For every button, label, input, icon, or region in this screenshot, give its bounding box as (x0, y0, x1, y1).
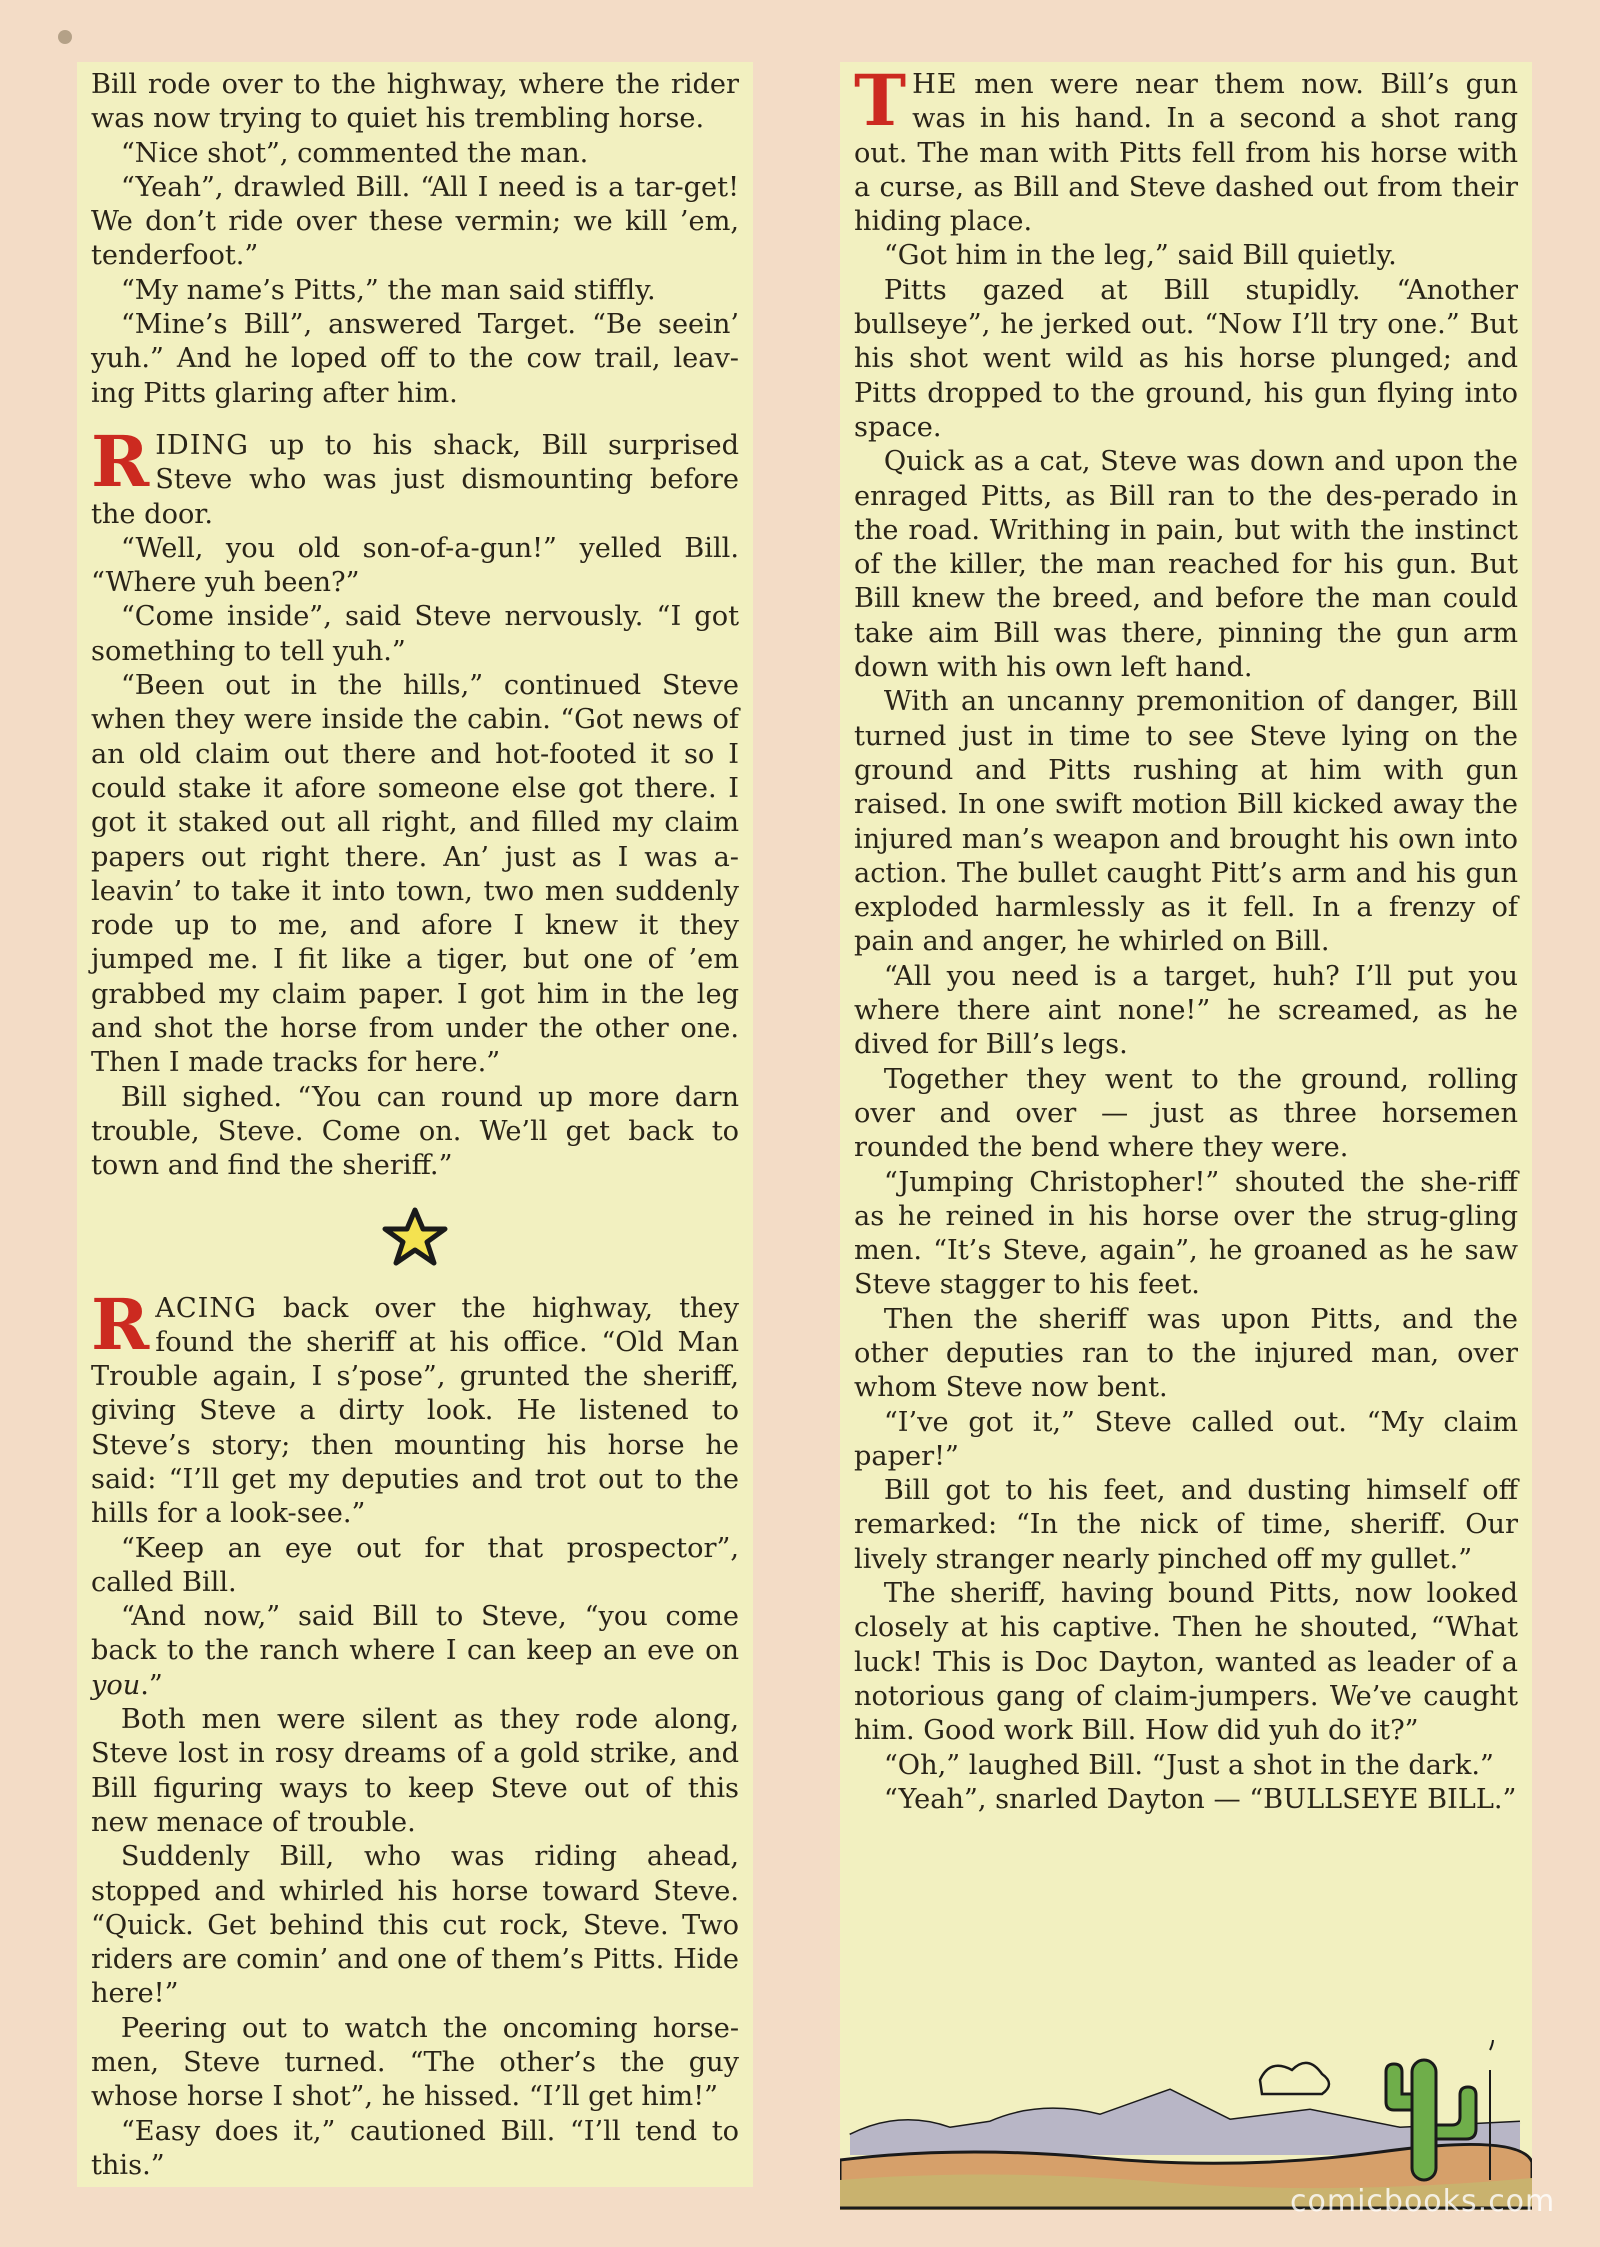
paragraph: “Jumping Christopher!” shouted the she-riff as he reined in his horse over the strug-gling men. “It’s Steve, again”, he groaned as he saw Steve stagger to his feet. (854, 1166, 1518, 1301)
paragraph: “Yeah”, drawled Bill. “All I need is a tar-get! We don’t ride over these vermin; we kill ’em, tenderfoot.” (91, 171, 739, 272)
paragraph: Bill sighed. “You can round up more darn trouble, Steve. Come on. We’ll get back to town and find the sheriff.” (91, 1081, 739, 1182)
section-opening (91, 419, 739, 532)
lead-word: IDING (155, 429, 249, 461)
paragraph: Quick as a cat, Steve was down and upon the enraged Pitts, as Bill ran to the des-perado in the road. Writhing in pain, but with the instinct of the killer, the man reached for his gun. But Bill knew the breed, and before the man could take aim Bill was there, pinning the gun arm down with his own left hand. (854, 446, 1518, 684)
paragraph: Then the sheriff was upon Pitts, and the other deputies ran to the injured man, over whom Steve now bent. (854, 1303, 1518, 1404)
paragraph: “Easy does it,” cautioned Bill. “I’ll tend to this.” (91, 2115, 739, 2181)
star-divider-icon (379, 1206, 451, 1266)
paragraph: Pitts gazed at Bill stupidly. “Another bullseye”, he jerked out. “Now I’ll try one.” But his shot went wild as his horse plunged; and Pitts dropped to the ground, his gun flying into space. (854, 274, 1518, 443)
paragraph (91, 1600, 739, 1703)
paragraph: Suddenly Bill, who was riding ahead, stopped and whirled his horse toward Steve. “Quick. Get behind this cut rock, Steve. Two riders are comin’ and one of them’s Pitts. Hide here!” (91, 1841, 739, 2010)
paragraph-text: men were near them now. Bill’s gun was in his hand. In a second a shot rang out. The man with Pitts fell from his horse with a curse, as Bill and Steve dashed out from their hiding place. (854, 69, 1518, 238)
left-text-column (77, 62, 753, 2187)
paragraph: Bill got to his feet, and dusting himself off remarked: “In the nick of time, sheriff. Our lively stranger nearly pinched off my gullet.” (854, 1475, 1518, 1575)
drop-cap: R (91, 419, 150, 503)
paragraph: “Nice shot”, commented the man. (120, 137, 589, 169)
paragraph: “All you need is a target, huh? I’ll put you where there aint none!” he screamed, as he dived for Bill’s legs. (854, 960, 1518, 1061)
paragraph: “Oh,” laughed Bill. “Just a shot in the dark.” (883, 1749, 1494, 1781)
paragraph-text: “And now,” said Bill to Steve, “you come back to the ranch where I can keep an eve on (91, 1601, 739, 1667)
paragraph-text: .” (140, 1669, 163, 1701)
paragraph: Together they went to the ground, rolling over and over — just as three horsemen rounded the bend where they were. (854, 1063, 1518, 1164)
lead-word: HE (912, 69, 958, 100)
paragraph: “Mine’s Bill”, answered Target. “Be seein’ yuh.” And he loped off to the cow trail, leav-ing Pitts glaring after him. (91, 309, 739, 409)
lead-word: ACING (155, 1292, 257, 1324)
paragraph: “Yeah”, snarled Dayton — “BULLSEYE BILL.” (883, 1783, 1517, 1815)
ink-speck (58, 30, 72, 44)
paragraph: Peering out to watch the oncoming horse-men, Steve turned. “The other’s the guy whose horse I shot”, he hissed. “I’ll get him!” (91, 2012, 739, 2113)
paragraph: “Well, you old son-of-a-gun!” yelled Bill. “Where yuh been?” (91, 532, 739, 599)
emphasis-text: you (91, 1669, 141, 1701)
paragraph: The sheriff, having bound Pitts, now looked closely at his captive. Then he shouted, “What luck! This is Doc Dayton, wanted as leader of a notorious gang of claim-jumpers. We’ve caught him. Good work Bill. How did yuh do it?” (854, 1578, 1518, 1747)
paragraph: “I’ve got it,” Steve called out. “My claim paper!” (854, 1406, 1518, 1472)
paragraph-text: back over the highway, they found the sheriff at his office. “Old Man Trouble again, I s’pose”, grunted the sheriff, giving Steve a dirty look. He listened to Steve’s story; then mounting his horse he said: “I’ll get my deputies and trot out to the hills for a look-see.” (91, 1292, 739, 1530)
drop-cap: R (91, 1282, 150, 1366)
site-watermark: comicbooks.com (1290, 2184, 1556, 2219)
drop-cap: T (854, 59, 907, 142)
paragraph-text: up to his shack, Bill surprised Steve who was just dismounting before the door. (91, 429, 739, 530)
paragraph: “Got him in the leg,” said Bill quietly. (883, 240, 1397, 272)
paragraph: “My name’s Pitts,” the man said stiffly. (120, 274, 656, 306)
paragraph: Both men were silent as they rode along, Steve lost in rosy dreams of a gold strike, and Bill figuring ways to keep Steve out of this new menace of trouble. (91, 1704, 739, 1838)
section-opening (91, 1282, 739, 1532)
paragraph: Bill rode over to the highway, where the rider was now trying to quiet his trembling horse. (91, 69, 739, 135)
paragraph: “Been out in the hills,” continued Steve when they were inside the cabin. “Got news of an old claim out there and hot-footed it so I could stake it afore someone else got there. I got it staked out all right, and filled my claim papers out right there. An’ just as I was a-leavin’ to take it into town, two men suddenly rode up to me, and afore I knew it they jumped me. I fit like a tiger, but one of ’em grabbed my claim paper. I got him in the leg and shot the horse from under the other one. Then I made tracks for here.” (91, 670, 739, 1079)
section-opening (854, 59, 1518, 239)
right-text-column (840, 59, 1532, 2207)
paragraph: “Keep an eye out for that prospector”, called Bill. (91, 1532, 739, 1598)
paragraph: With an uncanny premonition of danger, Bill turned just in time to see Steve lying on the ground and Pitts rushing at him with gun raised. In one swift motion Bill kicked away the injured man’s weapon and brought his own into action. The bullet caught Pitt’s arm and his gun exploded harmlessly as it fell. In a frenzy of pain and anger, he whirled on Bill. (854, 686, 1518, 958)
paragraph: “Come inside”, said Steve nervously. “I got something to tell yuh.” (91, 601, 739, 667)
